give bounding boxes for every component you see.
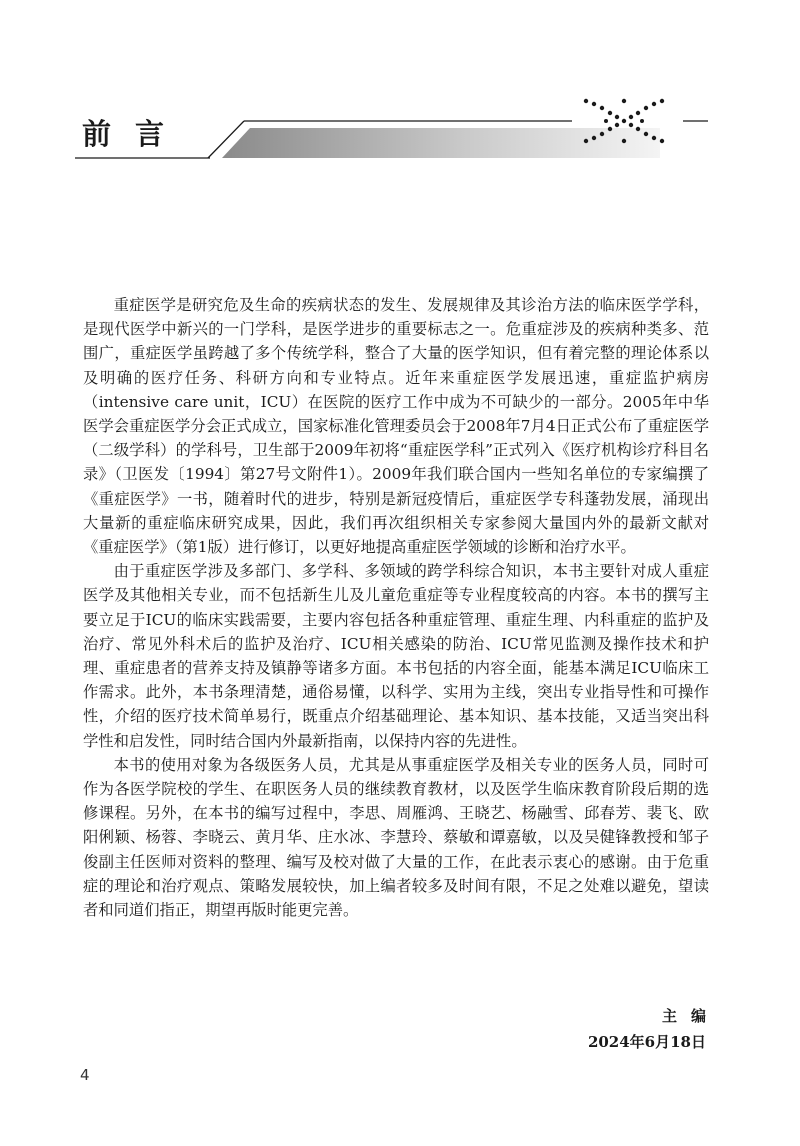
- signature-role: 主编: [661, 1007, 720, 1025]
- signature-date: 2024年6月18日: [587, 1033, 706, 1051]
- preface-body: [83, 293, 709, 922]
- paragraph: 由于重症医学涉及多部门、多学科、多领域的跨学科综合知识，本书主要针对成人重症医学及其他相关专业，而不包括新生儿及儿童危重症等专业程度较高的内容。本书的撰写主要立足于ICU的临床实践需要，主要内容包括各种重症管理、重症生理、内科重症的监护及治疗、常见外科术后的监护及治疗、ICU相关感染的防治、ICU常见监测及操作技术和护理、重症患者的营养支持及镇静等诸多方面。本书包括的内容全面，能基本满足ICU临床工作需求。此外，本书条理清楚，通俗易懂，以科学、实用为主线，突出专业指导性和可操作性，介绍的医疗技术简单易行，既重点介绍基础理论、基本知识、基本技能，又适当突出科学性和启发性，同时结合国内外最新指南，以保持内容的先进性。: [83, 562, 709, 750]
- paragraph: 本书的使用对象为各级医务人员，尤其是从事重症医学及相关专业的医务人员，同时可作为各医学院校的学生、在职医务人员的继续教育教材，以及医学生临床教育阶段后期的选修课程。另外，在本书的编写过程中，李思、周雁鸿、王晓艺、杨融雪、邱春芳、裴飞、欧阳俐颖、杨蓉、李晓云、黄月华、庄水冰、李慧玲、蔡敏和谭嘉敏，以及吴健锋教授和邹子俊副主任医师对资料的整理、编写及校对做了大量的工作，在此表示衷心的感谢。由于危重症的理论和治疗观点、策略发展较快，加上编者较多及时间有限，不足之处难以避免，望读者和同道们指正，期望再版时能更完善。: [83, 755, 709, 920]
- chapter-header: [0, 0, 800, 175]
- page-number: 4: [80, 1066, 90, 1084]
- paragraph: 重症医学是研究危及生命的疾病状态的发生、发展规律及其诊治方法的临床医学学科，是现代医学中新兴的一门学科，是医学进步的重要标志之一。危重症涉及的疾病种类多、范围广，重症医学虽跨越了多个传统学科，整合了大量的医学知识，但有着完整的理论体系以及明确的医疗任务、科研方向和专业特点。近年来重症医学发展迅速，重症监护病房（intensive care unit，ICU）在医院的医疗工作中成为不可缺少的一部分。2005年中华医学会重症医学分会正式成立，国家标准化管理委员会于2008年7月4日正式公布了重症医学（二级学科）的学科号，卫生部于2009年初将“重症医学科”正式列入《医疗机构诊疗科目名录》（卫医发〔1994〕第27号文附件1）。2009年我们联合国内一些知名单位的专家编撰了《重症医学》一书，随着时代的进步，特别是新冠疫情后，重症医学专科蓬勃发展，涌现出大量新的重症临床研究成果，因此，我们再次组织相关专家参阅大量国内外的最新文献对《重症医学》（第1版）进行修订，以更好地提高重症医学领域的诊断和治疗水平。: [83, 296, 709, 557]
- page-title: 前言: [82, 117, 189, 151]
- signature-block: [587, 1003, 720, 1055]
- header-gradient-band: [222, 128, 660, 158]
